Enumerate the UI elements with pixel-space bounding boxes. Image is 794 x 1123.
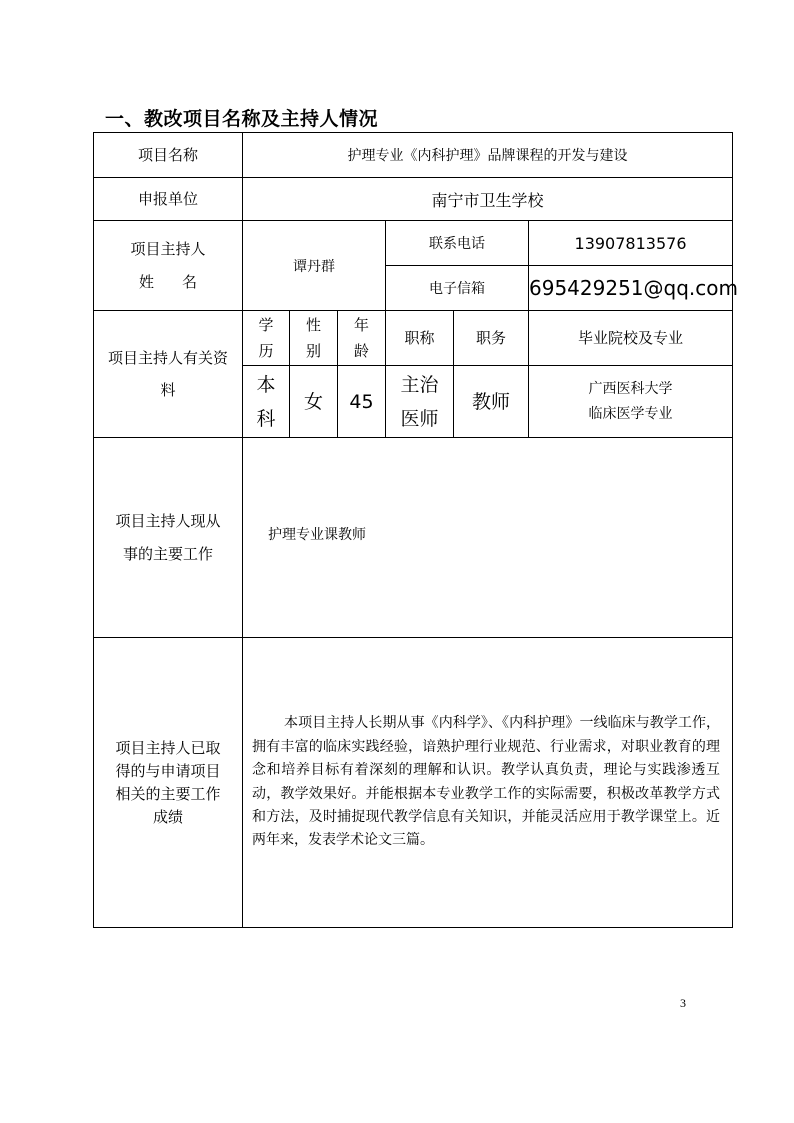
header-age-1: 年 — [353, 316, 369, 334]
value-gender: 女 — [290, 366, 338, 438]
current-work-label-line1: 项目主持人现从 — [115, 511, 221, 530]
current-work-value: 护理专业课教师 — [268, 526, 366, 543]
header-position: 职务 — [454, 311, 529, 366]
achievements-label-line4: 成绩 — [152, 807, 183, 826]
value-age: 45 — [338, 366, 386, 438]
row-current-work — [94, 438, 733, 638]
current-work-label-line2: 事的主要工作 — [122, 544, 213, 563]
applicant-unit-value: 南宁市卫生学校 — [243, 178, 733, 221]
email-value: 695429251@qq.com — [529, 266, 733, 311]
page-number: 3 — [680, 996, 686, 1010]
host-label-line1: 项目主持人 — [130, 239, 206, 258]
row-profile-headers — [94, 311, 733, 366]
host-label-char-b: 名 — [182, 272, 198, 291]
phone-label: 联系电话 — [386, 221, 529, 266]
host-name-value: 谭丹群 — [243, 221, 386, 311]
header-age — [338, 311, 386, 366]
value-school-line1: 广西医科大学 — [588, 380, 673, 397]
current-work-cell — [243, 438, 733, 638]
header-education-2: 历 — [258, 342, 274, 360]
value-education-2: 科 — [256, 407, 276, 430]
host-label-char-a: 姓 — [138, 272, 154, 291]
project-name-value: 护理专业《内科护理》品牌课程的开发与建设 — [243, 133, 733, 178]
header-education-1: 学 — [258, 316, 274, 334]
applicant-unit-label: 申报单位 — [94, 178, 243, 221]
header-title: 职称 — [386, 311, 454, 366]
value-title-2: 医师 — [400, 407, 439, 430]
host-label-line2 — [94, 266, 242, 299]
header-age-2: 龄 — [353, 342, 369, 360]
section-title: 一、教改项目名称及主持人情况 — [105, 108, 379, 130]
email-label: 电子信箱 — [386, 266, 529, 311]
value-title — [386, 366, 454, 438]
profile-label-text: 项目主持人有关资料 — [108, 349, 229, 399]
row-project-name — [94, 133, 733, 178]
value-school-line2: 临床医学专业 — [588, 405, 673, 422]
current-work-label — [94, 438, 243, 638]
host-name-label — [94, 221, 243, 311]
header-gender-2: 别 — [305, 342, 321, 360]
achievements-label-line2: 得的与申请项目 — [115, 761, 221, 780]
project-name-label: 项目名称 — [94, 133, 243, 178]
header-gender — [290, 311, 338, 366]
project-info-table — [93, 132, 738, 928]
value-school — [529, 366, 733, 438]
value-title-1: 主治 — [400, 373, 439, 396]
achievements-text: 本项目主持人长期从事《内科学》、《内科护理》一线临床与教学工作，拥有丰富的临床实践经验，谙熟护理行业规范、行业需求，对职业教育的理念和培养目标有着深刻的理解和认识。教学认真负责，理论与实践渗透互动，教学效果好。并能根据本专业教学工作的实际需要，积极改革教学方式和方法，及时捕捉现代教学信息有关知识，并能灵活应用于教学课堂上。近两年来，发表学术论文三篇。 — [252, 715, 721, 849]
value-position: 教师 — [454, 366, 529, 438]
value-education-1: 本 — [256, 373, 276, 396]
row-achievements — [94, 638, 733, 928]
value-education — [243, 366, 290, 438]
achievements-label-line3: 相关的主要工作 — [115, 784, 221, 803]
row-applicant-unit — [94, 178, 733, 221]
row-host-phone — [94, 221, 733, 266]
achievements-cell — [243, 638, 733, 928]
header-gender-1: 性 — [305, 316, 321, 334]
profile-label — [94, 311, 243, 438]
phone-value: 13907813576 — [529, 221, 733, 266]
achievements-label-line1: 项目主持人已取 — [115, 738, 221, 757]
header-education — [243, 311, 290, 366]
header-school: 毕业院校及专业 — [529, 311, 733, 366]
achievements-label — [94, 638, 243, 928]
